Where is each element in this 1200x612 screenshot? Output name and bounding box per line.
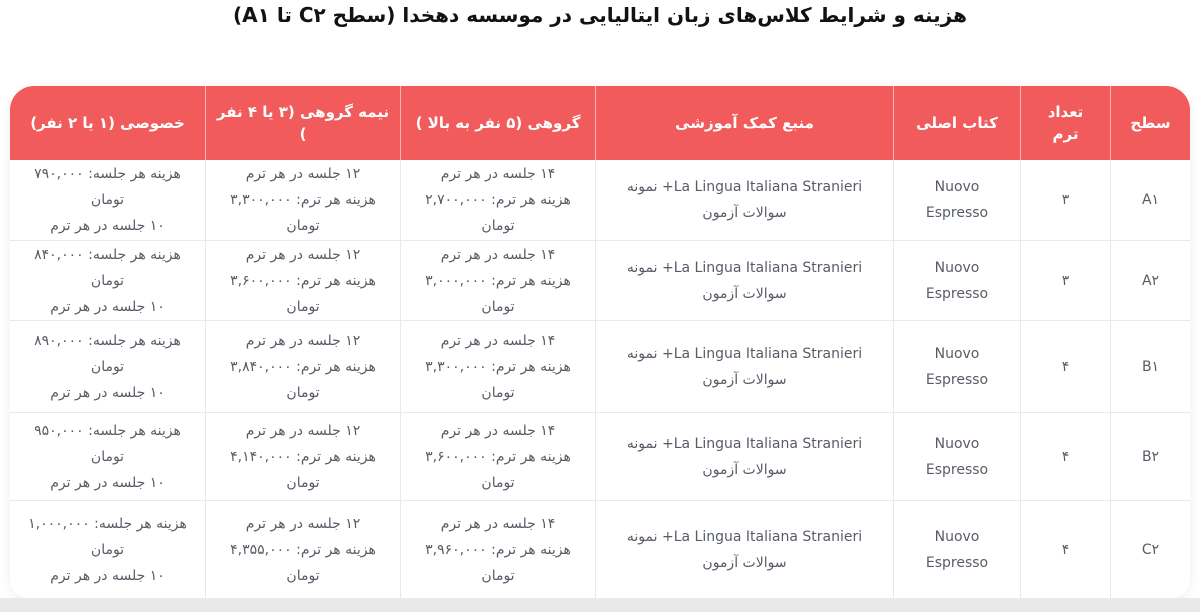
cell-resource xyxy=(595,160,893,240)
pricing-table xyxy=(10,86,1190,598)
cell-book xyxy=(893,321,1020,412)
group-sessions: ۱۴ جلسه در هر ترم xyxy=(440,166,556,182)
private-cost: هزینه هر جلسه: ۸۴۰,۰۰۰ تومان xyxy=(34,246,181,289)
cell-terms xyxy=(1020,241,1110,320)
private-cost: هزینه هر جلسه: ۷۹۰,۰۰۰ تومان xyxy=(34,166,181,208)
cell-private xyxy=(10,501,205,598)
cell-level xyxy=(1110,413,1190,500)
level-value: B۱ xyxy=(1141,358,1160,375)
column-header-private-label: خصوصی (۱ یا ۲ نفر) xyxy=(30,114,185,132)
semi-group-cost: هزینه هر ترم: ۳,۳۰۰,۰۰۰ تومان xyxy=(230,192,376,234)
private-cost: هزینه هر جلسه: ۱,۰۰۰,۰۰۰ تومان xyxy=(28,515,187,558)
column-header-resource-label: منبع کمک آموزشی xyxy=(675,114,814,132)
column-header-resource xyxy=(595,86,893,160)
group-cost: هزینه هر ترم: ۳,۹۶۰,۰۰۰ تومان xyxy=(425,541,571,584)
semi-group-cost: هزینه هر ترم: ۴,۳۵۵,۰۰۰ تومان xyxy=(230,541,376,584)
column-header-group xyxy=(400,86,595,160)
column-header-private xyxy=(10,86,205,160)
table-row xyxy=(10,320,1190,412)
resource-value: La Lingua Italiana Stranieri+ نمونه سوالات آزمون xyxy=(626,259,863,302)
cell-semi-group xyxy=(205,160,400,240)
column-header-terms xyxy=(1020,86,1110,160)
semi-group-sessions: ۱۲ جلسه در هر ترم xyxy=(245,422,361,439)
cell-book xyxy=(893,241,1020,320)
group-sessions: ۱۴ جلسه در هر ترم xyxy=(440,515,556,532)
cell-resource xyxy=(595,321,893,412)
cell-book xyxy=(893,501,1020,598)
cell-level xyxy=(1110,160,1190,240)
column-header-book xyxy=(893,86,1020,160)
cell-group xyxy=(400,160,595,240)
semi-group-sessions: ۱۲ جلسه در هر ترم xyxy=(245,166,361,182)
terms-value: ۳ xyxy=(1061,192,1070,208)
group-cost: هزینه هر ترم: ۳,۶۰۰,۰۰۰ تومان xyxy=(425,448,571,491)
column-header-terms-label: تعداد ترم xyxy=(1047,103,1084,143)
cell-private xyxy=(10,321,205,412)
terms-value: ۴ xyxy=(1061,358,1070,375)
column-header-semi-group-label: نیمه گروهی (۳ یا ۴ نفر ) xyxy=(216,103,390,143)
private-sessions: ۱۰ جلسه در هر ترم xyxy=(50,567,165,584)
semi-group-sessions: ۱۲ جلسه در هر ترم xyxy=(245,246,361,263)
cell-level xyxy=(1110,321,1190,412)
book-value: Nuovo Espresso xyxy=(925,528,989,571)
private-cost: هزینه هر جلسه: ۸۹۰,۰۰۰ تومان xyxy=(34,332,181,375)
private-cost: هزینه هر جلسه: ۹۵۰,۰۰۰ تومان xyxy=(34,422,181,465)
private-sessions: ۱۰ جلسه در هر ترم xyxy=(50,218,165,234)
resource-value: La Lingua Italiana Stranieri+ نمونه سوالات آزمون xyxy=(626,345,863,388)
semi-group-sessions: ۱۲ جلسه در هر ترم xyxy=(245,332,361,349)
cell-private xyxy=(10,160,205,240)
group-sessions: ۱۴ جلسه در هر ترم xyxy=(440,332,556,349)
level-value: A۲ xyxy=(1141,272,1160,289)
cell-semi-group xyxy=(205,413,400,500)
resource-value: La Lingua Italiana Stranieri+ نمونه سوالات آزمون xyxy=(626,528,863,571)
private-sessions: ۱۰ جلسه در هر ترم xyxy=(50,474,165,491)
book-value: Nuovo Espresso xyxy=(925,259,989,302)
column-header-book-label: کتاب اصلی xyxy=(916,114,998,132)
resource-value: La Lingua Italiana Stranieri+ نمونه سوالات آزمون xyxy=(626,435,863,478)
cell-group xyxy=(400,321,595,412)
cell-terms xyxy=(1020,501,1110,598)
group-sessions: ۱۴ جلسه در هر ترم xyxy=(440,246,556,263)
column-header-level xyxy=(1110,86,1190,160)
cell-group xyxy=(400,501,595,598)
semi-group-sessions: ۱۲ جلسه در هر ترم xyxy=(245,515,361,532)
table-row xyxy=(10,412,1190,500)
table-row xyxy=(10,240,1190,320)
resource-value: La Lingua Italiana Stranieri+ نمونه سوالات آزمون xyxy=(626,179,863,221)
cell-level xyxy=(1110,241,1190,320)
terms-value: ۳ xyxy=(1061,272,1070,289)
table-row xyxy=(10,160,1190,240)
book-value: Nuovo Espresso xyxy=(925,435,989,478)
cell-book xyxy=(893,160,1020,240)
book-value: Nuovo Espresso xyxy=(925,179,989,221)
cell-terms xyxy=(1020,413,1110,500)
group-sessions: ۱۴ جلسه در هر ترم xyxy=(440,422,556,439)
column-header-semi-group xyxy=(205,86,400,160)
cell-private xyxy=(10,413,205,500)
semi-group-cost: هزینه هر ترم: ۳,۶۰۰,۰۰۰ تومان xyxy=(230,272,376,315)
cell-terms xyxy=(1020,160,1110,240)
cell-level xyxy=(1110,501,1190,598)
cell-resource xyxy=(595,413,893,500)
terms-value: ۴ xyxy=(1061,541,1070,558)
cell-group xyxy=(400,413,595,500)
cell-book xyxy=(893,413,1020,500)
book-value: Nuovo Espresso xyxy=(925,345,989,388)
table-row xyxy=(10,500,1190,598)
cell-group xyxy=(400,241,595,320)
cell-resource xyxy=(595,501,893,598)
level-value: B۲ xyxy=(1141,448,1160,465)
cell-semi-group xyxy=(205,241,400,320)
level-value: C۲ xyxy=(1141,541,1160,558)
cell-semi-group xyxy=(205,321,400,412)
column-header-level-label: سطح xyxy=(1130,114,1171,132)
group-cost: هزینه هر ترم: ۲,۷۰۰,۰۰۰ تومان xyxy=(425,192,571,234)
terms-value: ۴ xyxy=(1061,448,1070,465)
cell-terms xyxy=(1020,321,1110,412)
cell-private xyxy=(10,241,205,320)
semi-group-cost: هزینه هر ترم: ۳,۸۴۰,۰۰۰ تومان xyxy=(230,358,376,401)
cell-resource xyxy=(595,241,893,320)
private-sessions: ۱۰ جلسه در هر ترم xyxy=(50,384,165,401)
group-cost: هزینه هر ترم: ۳,۰۰۰,۰۰۰ تومان xyxy=(425,272,571,315)
semi-group-cost: هزینه هر ترم: ۴,۱۴۰,۰۰۰ تومان xyxy=(230,448,376,491)
column-header-group-label: گروهی (۵ نفر به بالا ) xyxy=(415,114,581,132)
cell-semi-group xyxy=(205,501,400,598)
table-header-row xyxy=(10,86,1190,160)
group-cost: هزینه هر ترم: ۳,۳۰۰,۰۰۰ تومان xyxy=(425,358,571,401)
level-value: A۱ xyxy=(1141,192,1160,208)
private-sessions: ۱۰ جلسه در هر ترم xyxy=(50,298,165,315)
page-title: هزینه و شرایط کلاس‌های زبان ایتالیایی در موسسه دهخدا (سطح C۲ تا A۱) xyxy=(233,3,967,27)
page-bottom-strip xyxy=(0,598,1200,612)
